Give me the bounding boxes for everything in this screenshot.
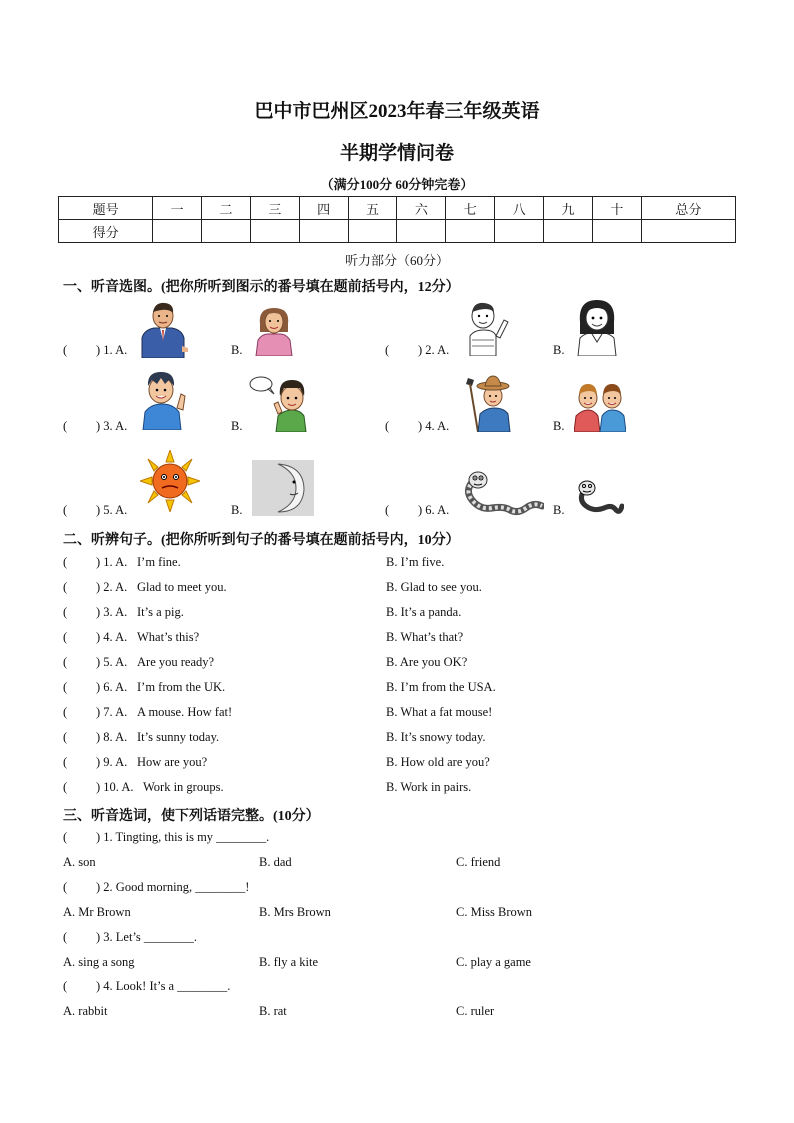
section2-heading: 二、听辨句子。(把你所听到句子的番号填在题前括号内，10分） — [63, 533, 460, 548]
answer-bracket[interactable]: ( — [63, 419, 68, 433]
option-a-text: It’s a pig. — [137, 605, 184, 619]
question-text: ) 1. Tingting, this is my ________. — [96, 830, 270, 844]
option-b-text: B. dad — [259, 855, 292, 869]
answer-bracket[interactable]: ( — [63, 705, 68, 719]
option-a-text: How are you? — [137, 755, 208, 769]
option-a-text: A mouse. How fat! — [137, 705, 233, 719]
answer-bracket[interactable]: ( — [63, 503, 68, 517]
score-cell: 七 — [446, 197, 495, 220]
question-number: ) 4. A. — [96, 630, 128, 644]
question-number: ) 5. A. — [96, 655, 128, 669]
option-c-text: C. Miss Brown — [456, 905, 533, 919]
question-text: ) 2. Good morning, ________! — [96, 880, 250, 894]
option-b-text: B. What’s that? — [386, 630, 464, 644]
score-table-score-row — [59, 220, 736, 243]
question-number: ) 2. A. — [418, 343, 450, 357]
option-b-label: B. — [231, 343, 243, 357]
score-input-cell[interactable] — [153, 220, 202, 243]
boy-blue-shirt-picture — [137, 368, 187, 430]
waving-boy-picture — [460, 298, 510, 356]
score-input-cell[interactable] — [299, 220, 348, 243]
listening-title: 听力部分（60分） — [344, 253, 449, 268]
score-cell: 六 — [397, 197, 446, 220]
option-b-text: B. I’m five. — [386, 555, 445, 569]
question-number: ) 10. A. — [96, 780, 134, 794]
exam-subtitle: 半期学情问卷 — [339, 143, 454, 164]
answer-bracket[interactable]: ( — [385, 503, 390, 517]
question-number: ) 2. A. — [96, 580, 128, 594]
score-label-cell: 得分 — [59, 220, 153, 243]
answer-bracket[interactable]: ( — [63, 780, 68, 794]
option-b-label: B. — [231, 419, 243, 433]
answer-bracket[interactable]: ( — [385, 343, 390, 357]
moon-picture — [252, 460, 314, 516]
option-b-label: B. — [231, 503, 243, 517]
question-number: ) 3. A. — [96, 605, 128, 619]
answer-bracket[interactable]: ( — [63, 830, 68, 844]
score-cell: 四 — [299, 197, 348, 220]
score-cell: 五 — [348, 197, 397, 220]
option-c-text: C. play a game — [456, 955, 531, 969]
score-input-cell[interactable] — [495, 220, 544, 243]
score-cell: 三 — [250, 197, 299, 220]
option-a-text: Glad to meet you. — [137, 580, 227, 594]
man-picture — [138, 300, 188, 358]
section3-heading: 三、听音选词，使下列话语完整。(10分） — [63, 809, 320, 824]
option-a-text: A. Mr Brown — [63, 905, 131, 919]
option-a-text: A. rabbit — [63, 1004, 108, 1018]
score-input-cell[interactable] — [250, 220, 299, 243]
question-number: ) 6. A. — [96, 680, 128, 694]
score-input-cell[interactable] — [592, 220, 641, 243]
score-input-cell[interactable] — [348, 220, 397, 243]
option-b-text: B. It’s a panda. — [386, 605, 462, 619]
option-a-text: Are you ready? — [137, 655, 215, 669]
question-number: ) 3. A. — [96, 419, 128, 433]
option-b-text: B. It’s snowy today. — [386, 730, 486, 744]
woman-picture — [254, 306, 294, 356]
sun-picture — [140, 450, 200, 512]
answer-bracket[interactable]: ( — [63, 755, 68, 769]
question-number: ) 9. A. — [96, 755, 128, 769]
answer-bracket[interactable]: ( — [63, 343, 68, 357]
answer-bracket[interactable]: ( — [63, 730, 68, 744]
exam-title: 巴中市巴州区2023年春三年级英语 — [254, 101, 540, 122]
question-number: ) 6. A. — [418, 503, 450, 517]
answer-bracket[interactable]: ( — [63, 605, 68, 619]
score-cell: 总分 — [641, 197, 735, 220]
section1-heading: 一、听音选图。(把你所听到图示的番号填在题前括号内，12分） — [63, 280, 460, 295]
answer-bracket[interactable]: ( — [63, 580, 68, 594]
snake-picture — [460, 470, 544, 518]
option-c-text: C. ruler — [456, 1004, 495, 1018]
score-cell: 二 — [202, 197, 251, 220]
option-a-text: Work in groups. — [143, 780, 224, 794]
question-number: ) 1. A. — [96, 343, 128, 357]
score-input-cell[interactable] — [641, 220, 735, 243]
score-cell: 八 — [495, 197, 544, 220]
option-a-text: I’m fine. — [137, 555, 181, 569]
answer-bracket[interactable]: ( — [63, 880, 68, 894]
option-c-text: C. friend — [456, 855, 501, 869]
answer-bracket[interactable]: ( — [63, 555, 68, 569]
option-b-text: B. Are you OK? — [386, 655, 468, 669]
score-input-cell[interactable] — [544, 220, 593, 243]
score-table — [58, 196, 736, 243]
question-number: ) 8. A. — [96, 730, 128, 744]
option-b-text: B. How old are you? — [386, 755, 490, 769]
score-cell: 九 — [544, 197, 593, 220]
answer-bracket[interactable]: ( — [63, 655, 68, 669]
score-cell: 题号 — [59, 197, 153, 220]
option-b-label: B. — [553, 503, 565, 517]
option-b-label: B. — [553, 419, 565, 433]
question-text: ) 3. Let’s ________. — [96, 930, 198, 944]
option-a-text: What’s this? — [137, 630, 200, 644]
answer-bracket[interactable]: ( — [63, 930, 68, 944]
score-input-cell[interactable] — [202, 220, 251, 243]
score-input-cell[interactable] — [446, 220, 495, 243]
two-boys-picture — [574, 378, 626, 432]
option-b-text: B. rat — [259, 1004, 287, 1018]
girl-picture — [574, 298, 620, 356]
small-snake-picture — [574, 476, 624, 516]
farmer-picture — [462, 374, 516, 432]
option-a-text: A. sing a song — [63, 955, 135, 969]
answer-bracket[interactable]: ( — [385, 419, 390, 433]
question-number: ) 1. A. — [96, 555, 128, 569]
option-b-label: B. — [553, 343, 565, 357]
question-text: ) 4. Look! It’s a ________. — [96, 979, 231, 993]
option-a-text: A. son — [63, 855, 96, 869]
option-a-text: It’s sunny today. — [137, 730, 220, 744]
option-b-text: B. What a fat mouse! — [386, 705, 493, 719]
question-number: ) 4. A. — [418, 419, 450, 433]
answer-bracket[interactable]: ( — [63, 979, 68, 993]
answer-bracket[interactable]: ( — [63, 630, 68, 644]
option-b-text: B. Work in pairs. — [386, 780, 472, 794]
question-number: ) 5. A. — [96, 503, 128, 517]
exam-time-note: （满分100分 60分钟完卷） — [320, 177, 474, 192]
option-b-text: B. I’m from the USA. — [386, 680, 496, 694]
option-b-text: B. fly a kite — [259, 955, 319, 969]
option-b-text: B. Glad to see you. — [386, 580, 482, 594]
girl-speech-bubble-picture — [248, 374, 314, 432]
option-b-text: B. Mrs Brown — [259, 905, 331, 919]
score-table-header-row — [59, 197, 736, 220]
score-input-cell[interactable] — [397, 220, 446, 243]
question-number: ) 7. A. — [96, 705, 128, 719]
answer-bracket[interactable]: ( — [63, 680, 68, 694]
option-a-text: I’m from the UK. — [137, 680, 226, 694]
score-cell: 一 — [153, 197, 202, 220]
score-cell: 十 — [592, 197, 641, 220]
